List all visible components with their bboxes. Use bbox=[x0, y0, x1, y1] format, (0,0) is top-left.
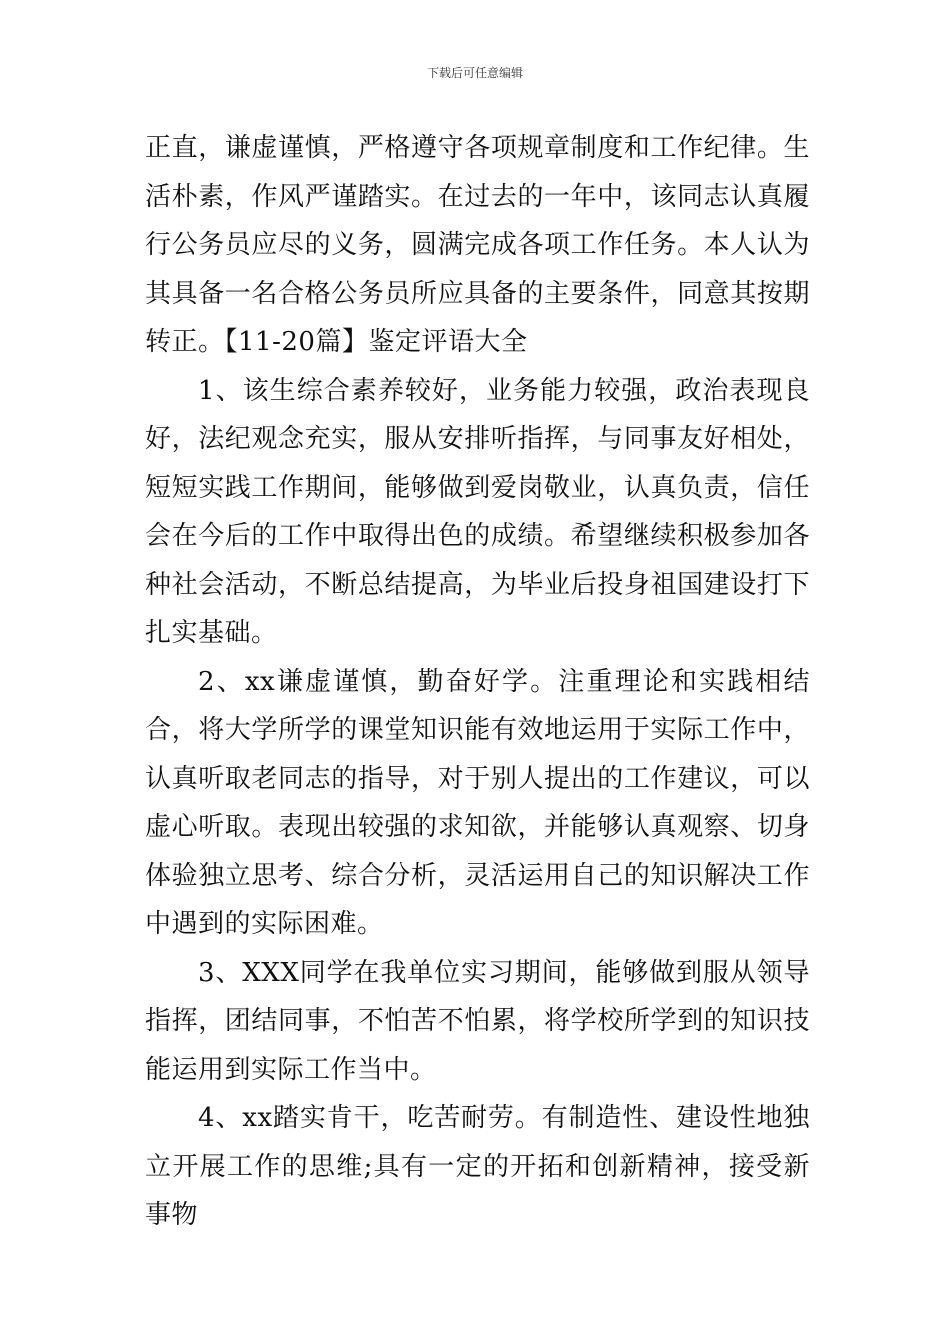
paragraph-item-3: 3、XXX同学在我单位实习期间，能够做到服从领导指挥，团结同事，不怕苦不怕累，将学校所学到的知识技能运用到实际工作当中。 bbox=[145, 957, 810, 1085]
paragraph-item-4: 4、xx踏实肯干，吃苦耐劳。有制造性、建设性地独立开展工作的思维;具有一定的开拓和创新精神，接受新事物 bbox=[145, 1103, 810, 1230]
paragraph-continuation: 正直，谦虚谨慎，严格遵守各项规章制度和工作纪律。生活朴素，作风严谨踏实。在过去的一年中，该同志认真履行公务员应尽的义务，圆满完成各项工作任务。本人认为其具备一名合格公务员所应具备的主要条件，同意其按期转正。【11-20篇】鉴定评语大全 bbox=[145, 133, 810, 357]
page-header: 下载后可任意编辑 bbox=[426, 66, 523, 80]
paragraph-item-1: 1、该生综合素养较好，业务能力较强，政治表现良好，法纪观念充实，服从安排听指挥，与同事友好相处，短短实践工作期间，能够做到爱岗敬业，认真负责，信任会在今后的工作中取得出色的成绩。希望继续积极参加各种社会活动，不断总结提高，为毕业后投身祖国建设打下扎实基础。 bbox=[145, 375, 810, 648]
paragraph-item-2: 2、xx谦虚谨慎，勤奋好学。注重理论和实践相结合，将大学所学的课堂知识能有效地运用于实际工作中，认真听取老同志的指导，对于别人提出的工作建议，可以虚心听取。表现出较强的求知欲，并能够认真观察、切身体验独立思考、综合分析，灵活运用自己的知识解决工作中遇到的实际困难。 bbox=[145, 666, 810, 939]
document-body bbox=[145, 124, 810, 1240]
